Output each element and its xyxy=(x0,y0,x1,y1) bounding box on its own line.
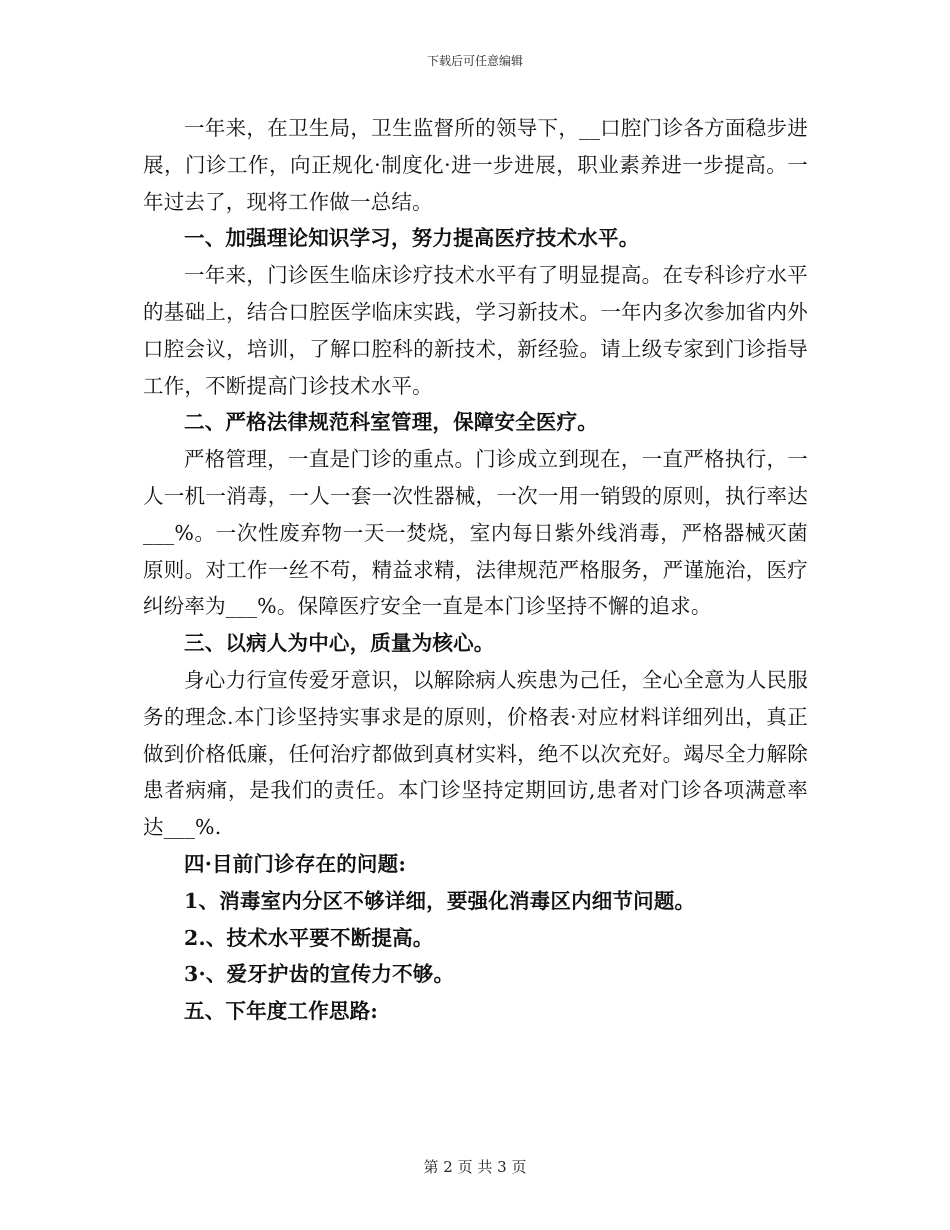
problem-item-1: 1、消毒室内分区不够详细，要强化消毒区内细节问题。 xyxy=(184,888,696,913)
section-heading-5: 五、下年度工作思路: xyxy=(184,999,379,1024)
intro-paragraph: 一年来，在卫生局，卫生监督所的领导下，__口腔门诊各方面稳步进展，门诊工作，向正规化·制度化·进一步进展，职业素养进一步提高。一年过去了，现将工作做一总结。 xyxy=(143,116,808,214)
section-heading-1: 一、加强理论知识学习，努力提高医疗技术水平。 xyxy=(184,226,640,251)
document-body xyxy=(143,110,808,1030)
section-heading-4: 四·目前门诊存在的问题: xyxy=(184,851,407,876)
page-footer: 第 2 页 共 3 页 xyxy=(423,1158,527,1176)
section-heading-3: 三、以病人为中心，质量为核心。 xyxy=(184,631,495,656)
section-paragraph-1: 一年来，门诊医生临床诊疗技术水平有了明显提高。在专科诊疗水平的基础上，结合口腔医学临床实践，学习新技术。一年内多次参加省内外口腔会议，培训，了解口腔科的新技术，新经验。请上级专家到门诊指导工作，不断提高门诊技术水平。 xyxy=(143,263,808,398)
section-paragraph-2: 严格管理，一直是门诊的重点。门诊成立到现在，一直严格执行，一人一机一消毒，一人一套一次性器械，一次一用一销毁的原则，执行率达___%。一次性废弃物一天一焚烧，室内每日紫外线消毒，严格器械灭菌原则。对工作一丝不苟，精益求精，法律规范严格服务，严谨施治，医疗纠纷率为___%。保障医疗安全一直是本门诊坚持不懈的追求。 xyxy=(143,447,808,619)
section-paragraph-3: 身心力行宣传爱牙意识，以解除病人疾患为己任，全心全意为人民服务的理念.本门诊坚持实事求是的原则，价格表·对应材料详细列出，真正做到价格低廉，任何治疗都做到真材实料，绝不以次充好。竭尽全力解除患者病痛，是我们的责任。本门诊坚持定期回访,患者对门诊各项满意率达___%. xyxy=(143,667,808,840)
section-heading-2: 二、严格法律规范科室管理，保障安全医疗。 xyxy=(184,410,598,435)
problem-item-3: 3·、爱牙护齿的宣传力不够。 xyxy=(184,962,455,987)
problem-item-2: 2.、技术水平要不断提高。 xyxy=(184,925,434,950)
page-header: 下载后可任意编辑 xyxy=(426,54,523,68)
